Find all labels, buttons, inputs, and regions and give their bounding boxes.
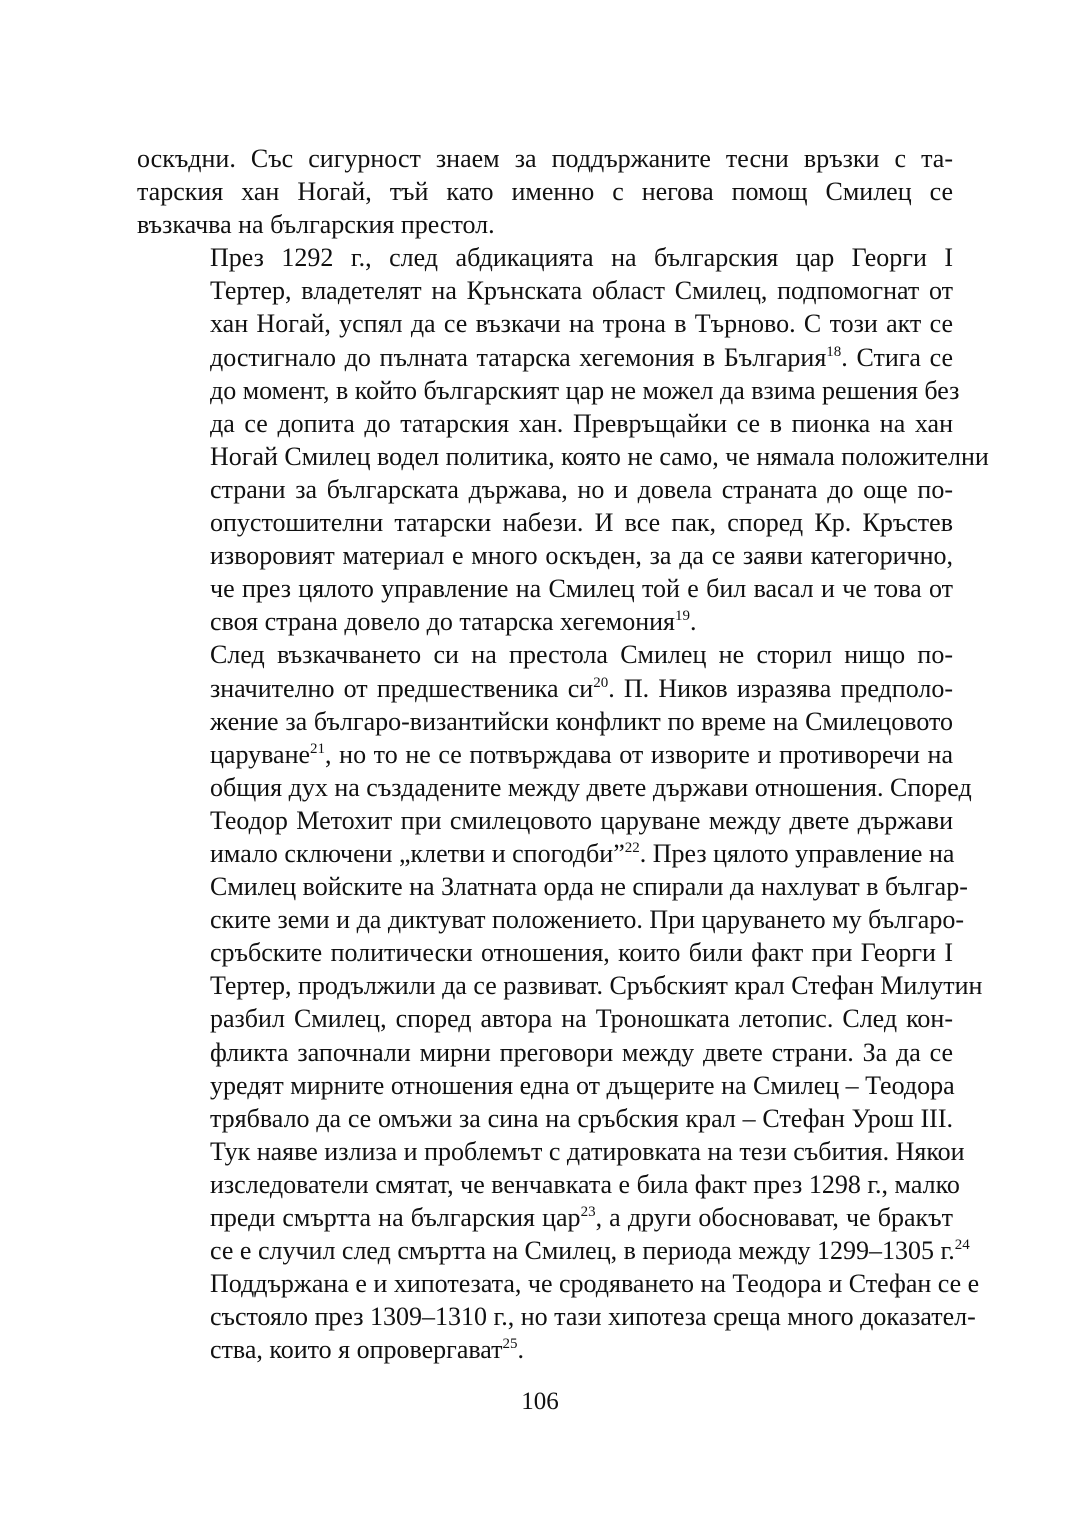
text-line: Поддържана е и хипотезата, че сродяването на Теодора и Стефан се е xyxy=(210,1269,980,1299)
footnote-ref-25: 25 xyxy=(502,1336,518,1353)
footnote-ref-22: 22 xyxy=(624,839,640,856)
text-line: Тук наяве излиза и проблемът с датировката на тези събития. Някои xyxy=(210,1136,965,1166)
text-line xyxy=(137,341,953,374)
text-line xyxy=(137,738,953,771)
text-segment: достигнало до пълната татарска хегемония в България xyxy=(210,342,827,372)
text-segment: ства, които я опровергават xyxy=(210,1335,503,1365)
text-line: тарския хан Ногай, тъй като именно с негова помощ Смилец се xyxy=(137,177,953,207)
paragraph-2 xyxy=(137,241,989,638)
text-segment: царуване xyxy=(210,739,311,769)
text-line: фликта започнали мирни преговори между двете страни. За да се xyxy=(210,1037,953,1067)
text-segment: преди смъртта на българския цар xyxy=(210,1203,581,1232)
footnote-ref-21: 21 xyxy=(310,740,326,757)
text-line: опустошителни татарски набези. И все пак, според Кр. Кръстев xyxy=(210,508,953,538)
text-line xyxy=(137,1333,953,1366)
text-line xyxy=(137,672,953,705)
text-line: Тертер, продължили да се развиват. Сръбският крал Стефан Милутин xyxy=(210,971,983,1001)
page-body xyxy=(137,142,989,1366)
text-segment: . П. Ников изразява предполо- xyxy=(608,673,953,703)
footnote-ref-18: 18 xyxy=(826,343,842,360)
text-line: трябвало да се омъжи за сина на сръбския крал – Стефан Урош III. xyxy=(210,1103,953,1133)
footnote-ref-20: 20 xyxy=(593,674,609,691)
page-number: 106 xyxy=(521,1388,559,1415)
text-line: сръбските политически отношения, които били факт при Георги I xyxy=(210,938,953,968)
text-line: ските земи и да диктуват положението. При царуването му българо- xyxy=(210,905,964,935)
text-line: Смилец войските на Златната орда не спирали да нахлуват в българ- xyxy=(210,872,968,902)
text-line: страни за българската държава, но и довела страната до още по- xyxy=(210,474,953,504)
text-line: до момент, в който българският цар не можел да взима решения без xyxy=(210,375,960,405)
text-line: След възкачването си на престола Смилец не сторил нищо по- xyxy=(210,640,953,670)
text-segment: , но то не се потвърждава от изворите и противоречи на xyxy=(325,739,953,769)
footnote-ref-23: 23 xyxy=(580,1204,596,1220)
text-line: През 1292 г., след абдикацията на българския цар Георги I xyxy=(210,243,953,273)
text-line: жение за българо-византийски конфликт по време на Смилецовото xyxy=(210,706,953,736)
text-segment: имало сключени „клетви и спогодби” xyxy=(210,838,625,868)
text-line xyxy=(137,605,953,638)
text-segment: своя страна довело до татарска хегемония xyxy=(210,607,675,637)
paragraph-3 xyxy=(137,638,983,1366)
footnote-ref-19: 19 xyxy=(675,608,690,625)
text-line: хан Ногай, успял да се възкачи на трона в Търново. С този акт се xyxy=(210,309,953,339)
text-line: Тертер, владетелят на Крънската област Смилец, подпомогнат от xyxy=(210,276,953,306)
text-segment: . xyxy=(517,1335,525,1365)
text-line: състояло през 1309–1310 г., но тази хипотеза среща много доказател- xyxy=(210,1302,976,1332)
text-segment: се е случил след смъртта на Смилец, в периода между 1299–1305 г. xyxy=(210,1236,955,1266)
text-line: Теодор Метохит при смилецовото царуване между двете държави xyxy=(210,805,953,835)
text-line: уредят мирните отношения една от дъщерите на Смилец – Теодора xyxy=(210,1070,955,1100)
text-line: общия дух на създадените между двете държави отношения. Според xyxy=(210,772,972,802)
text-segment: . Стига се xyxy=(841,342,953,372)
footnote-ref-24: 24 xyxy=(954,1237,970,1254)
text-line: Ногай Смилец водел политика, която не само, че нямала положителни xyxy=(210,441,989,471)
text-line xyxy=(137,1201,953,1234)
text-line: изворовият материал е много оскъден, за да се заяви категорично, xyxy=(210,541,953,571)
text-line: да се допита до татарския хан. Превръщайки се в пионка на хан xyxy=(210,408,953,438)
text-line: възкачва на българския престол. xyxy=(137,210,495,240)
text-line xyxy=(137,837,953,870)
text-segment: . През цялото управление на xyxy=(639,838,955,868)
text-line: че през цялото управление на Смилец той е бил васал и че това от xyxy=(210,574,953,604)
text-segment: значително от предшественика си xyxy=(210,673,594,703)
text-segment: . xyxy=(690,607,697,637)
text-line: оскъдни. Със сигурност знаем за поддържаните тесни връзки с та- xyxy=(137,144,953,173)
text-line xyxy=(137,1234,970,1267)
text-line: разбил Смилец, според автора на Троношката летопис. След кон- xyxy=(210,1004,953,1034)
text-segment: , а други обосновават, че бракът xyxy=(595,1203,953,1232)
paragraph-1 xyxy=(137,142,953,241)
text-line: изследователи смятат, че венчавката е била факт през 1298 г., малко xyxy=(210,1169,960,1199)
